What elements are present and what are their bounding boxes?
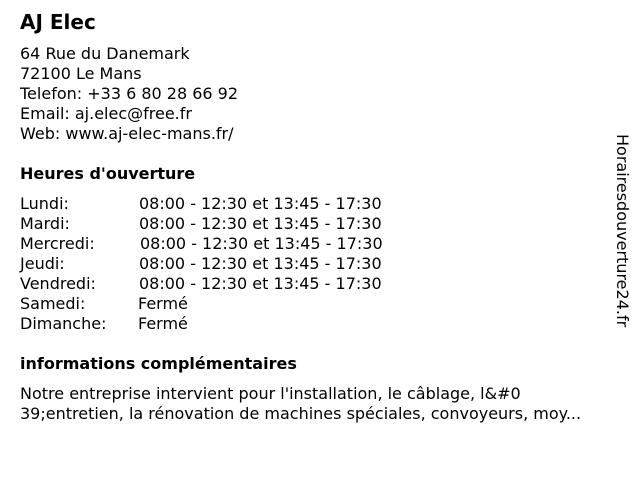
day-label: Samedi: bbox=[20, 294, 86, 313]
website-url: Web: www.aj-elec-mans.fr/ bbox=[20, 124, 234, 143]
time-value: 08:00 - 12:30 et 13:45 - 17:30 bbox=[139, 214, 382, 233]
address-city: 72100 Le Mans bbox=[20, 64, 142, 83]
time-value: 08:00 - 12:30 et 13:45 - 17:30 bbox=[139, 194, 382, 213]
day-label: Mardi: bbox=[20, 214, 70, 233]
time-value: Fermé bbox=[138, 314, 188, 333]
phone-number: Telefon: +33 6 80 28 66 92 bbox=[20, 84, 239, 103]
time-value: 08:00 - 12:30 et 13:45 - 17:30 bbox=[139, 274, 382, 293]
watermark-text: Horairesdouverture24.fr bbox=[613, 134, 632, 328]
day-label: Mercredi: bbox=[20, 234, 95, 253]
description-line-2: 39;entretien, la rénovation de machines spéciales, convoyeurs, moy... bbox=[20, 404, 582, 423]
info-heading: informations complémentaires bbox=[20, 354, 297, 373]
day-label: Jeudi: bbox=[20, 254, 65, 273]
time-value: Fermé bbox=[138, 294, 188, 313]
time-value: 08:00 - 12:30 et 13:45 - 17:30 bbox=[139, 254, 382, 273]
contact-block bbox=[20, 44, 238, 144]
hours-heading: Heures d'ouverture bbox=[20, 164, 196, 183]
day-label: Dimanche: bbox=[20, 314, 107, 333]
business-description bbox=[20, 384, 632, 424]
description-line-1: Notre entreprise intervient pour l'installation, le câblage, l&#0 bbox=[20, 384, 521, 403]
business-name: AJ Elec bbox=[20, 10, 96, 34]
time-value: 08:00 - 12:30 et 13:45 - 17:30 bbox=[140, 234, 383, 253]
email-address: Email: aj.elec@free.fr bbox=[20, 104, 192, 123]
address-street: 64 Rue du Danemark bbox=[20, 44, 190, 63]
day-label: Vendredi: bbox=[20, 274, 96, 293]
day-label: Lundi: bbox=[20, 194, 69, 213]
